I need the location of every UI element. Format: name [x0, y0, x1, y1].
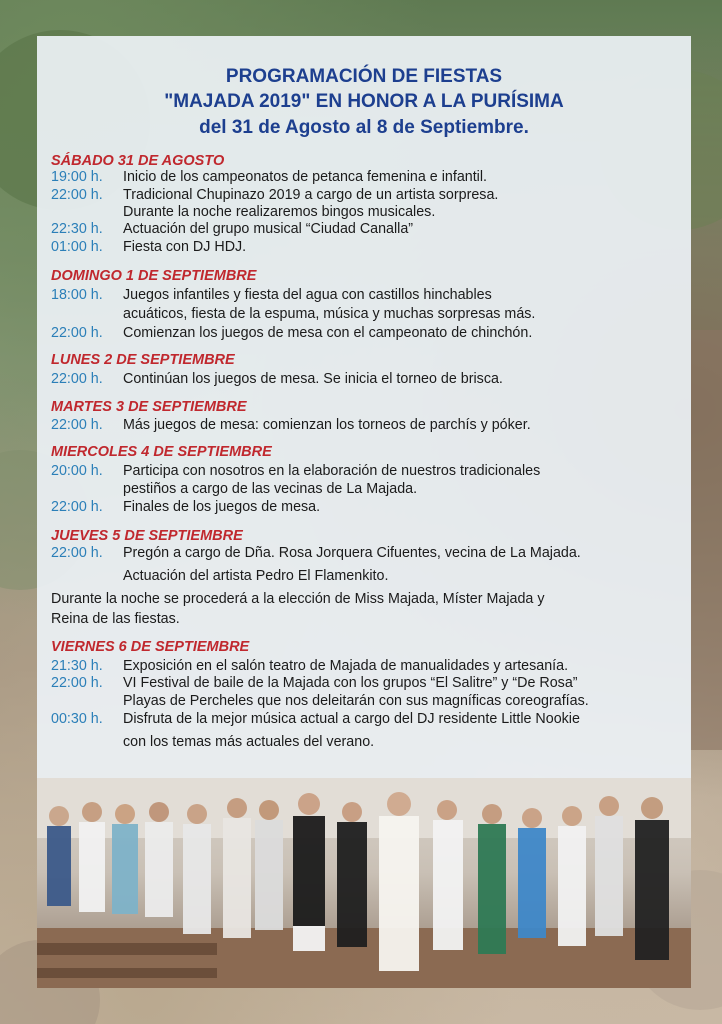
event-row	[51, 417, 103, 434]
program-subtitle: "MAJADA 2019" EN HONOR A LA PURÍSIMA	[164, 91, 564, 112]
day-heading-martes: MARTES 3 DE SEPTIEMBRE	[51, 399, 247, 415]
event-time: 22:00 h.	[51, 325, 103, 341]
day-heading-domingo: DOMINGO 1 DE SEPTIEMBRE	[51, 268, 257, 284]
program-title: PROGRAMACIÓN DE FIESTAS	[225, 66, 503, 87]
day-heading-lunes: LUNES 2 DE SEPTIEMBRE	[51, 352, 235, 368]
program-panel	[37, 36, 691, 778]
event-row	[51, 169, 103, 186]
event-text: Finales de los juegos de mesa.	[123, 499, 321, 515]
event-time: 22:00 h.	[51, 499, 103, 515]
event-time: 22:00 h.	[51, 417, 103, 433]
event-text: Participa con nosotros en la elaboración de nuestros tradicionales	[123, 463, 541, 479]
program-dates: del 31 de Agosto al 8 de Septiembre.	[199, 117, 529, 138]
day-note: Durante la noche se procederá a la elección de Miss Majada, Míster Majada y	[51, 591, 545, 607]
event-row	[51, 187, 103, 204]
event-text-continued: acuáticos, fiesta de la espuma, música y muchas sorpresas más.	[123, 306, 536, 322]
event-row	[51, 325, 103, 342]
event-row	[51, 371, 103, 388]
event-time: 22:00 h.	[51, 545, 103, 561]
event-text: Actuación del grupo musical “Ciudad Canalla”	[123, 221, 414, 237]
event-text-continued: Playas de Percheles que nos deleitarán con sus magníficas coreografías.	[123, 693, 589, 709]
event-text: VI Festival de baile de la Majada con los grupos “El Salitre” y “De Rosa”	[123, 675, 578, 691]
event-row	[51, 499, 103, 516]
event-row	[51, 221, 103, 238]
event-text: Fiesta con DJ HDJ.	[123, 239, 247, 255]
event-time: 22:00 h.	[51, 675, 103, 691]
event-text-continued: con los temas más actuales del verano.	[123, 734, 375, 750]
day-heading-viernes: VIERNES 6 DE SEPTIEMBRE	[51, 639, 250, 655]
event-time: 22:00 h.	[51, 371, 103, 387]
event-time: 22:00 h.	[51, 187, 103, 203]
group-photo	[37, 778, 691, 988]
event-text-continued: pestiños a cargo de las vecinas de La Majada.	[123, 481, 418, 497]
group-photo-illustration	[37, 778, 691, 988]
event-text-continued: Durante la noche realizaremos bingos musicales.	[123, 204, 436, 220]
event-time: 19:00 h.	[51, 169, 103, 185]
event-time: 22:30 h.	[51, 221, 103, 237]
event-text: Inicio de los campeonatos de petanca femenina e infantil.	[123, 169, 488, 185]
event-text: Exposición en el salón teatro de Majada de manualidades y artesanía.	[123, 658, 569, 674]
event-row	[51, 239, 103, 256]
event-row	[51, 463, 103, 480]
event-text: Continúan los juegos de mesa. Se inicia el torneo de brisca.	[123, 371, 503, 387]
event-text-continued: Actuación del artista Pedro El Flamenkito.	[123, 568, 389, 584]
day-heading-sabado: SÁBADO 31 DE AGOSTO	[51, 153, 225, 169]
event-text: Más juegos de mesa: comienzan los torneos de parchís y póker.	[123, 417, 531, 433]
event-time: 00:30 h.	[51, 711, 103, 727]
event-time: 21:30 h.	[51, 658, 103, 674]
day-heading-miercoles: MIERCOLES 4 DE SEPTIEMBRE	[51, 444, 272, 460]
event-text: Juegos infantiles y fiesta del agua con castillos hinchables	[123, 287, 492, 303]
event-row	[51, 711, 103, 728]
event-text: Pregón a cargo de Dña. Rosa Jorquera Cifuentes, vecina de La Majada.	[123, 545, 581, 561]
event-time: 18:00 h.	[51, 287, 103, 303]
event-time: 01:00 h.	[51, 239, 103, 255]
event-row	[51, 545, 103, 562]
event-text: Tradicional Chupinazo 2019 a cargo de un artista sorpresa.	[123, 187, 499, 203]
event-row	[51, 287, 103, 304]
day-note: Reina de las fiestas.	[51, 611, 180, 627]
event-row	[51, 658, 103, 675]
event-text: Comienzan los juegos de mesa con el campeonato de chinchón.	[123, 325, 533, 341]
event-text: Disfruta de la mejor música actual a cargo del DJ residente Little Nookie	[123, 711, 580, 727]
day-heading-jueves: JUEVES 5 DE SEPTIEMBRE	[51, 528, 243, 544]
event-row	[51, 675, 103, 692]
event-time: 20:00 h.	[51, 463, 103, 479]
